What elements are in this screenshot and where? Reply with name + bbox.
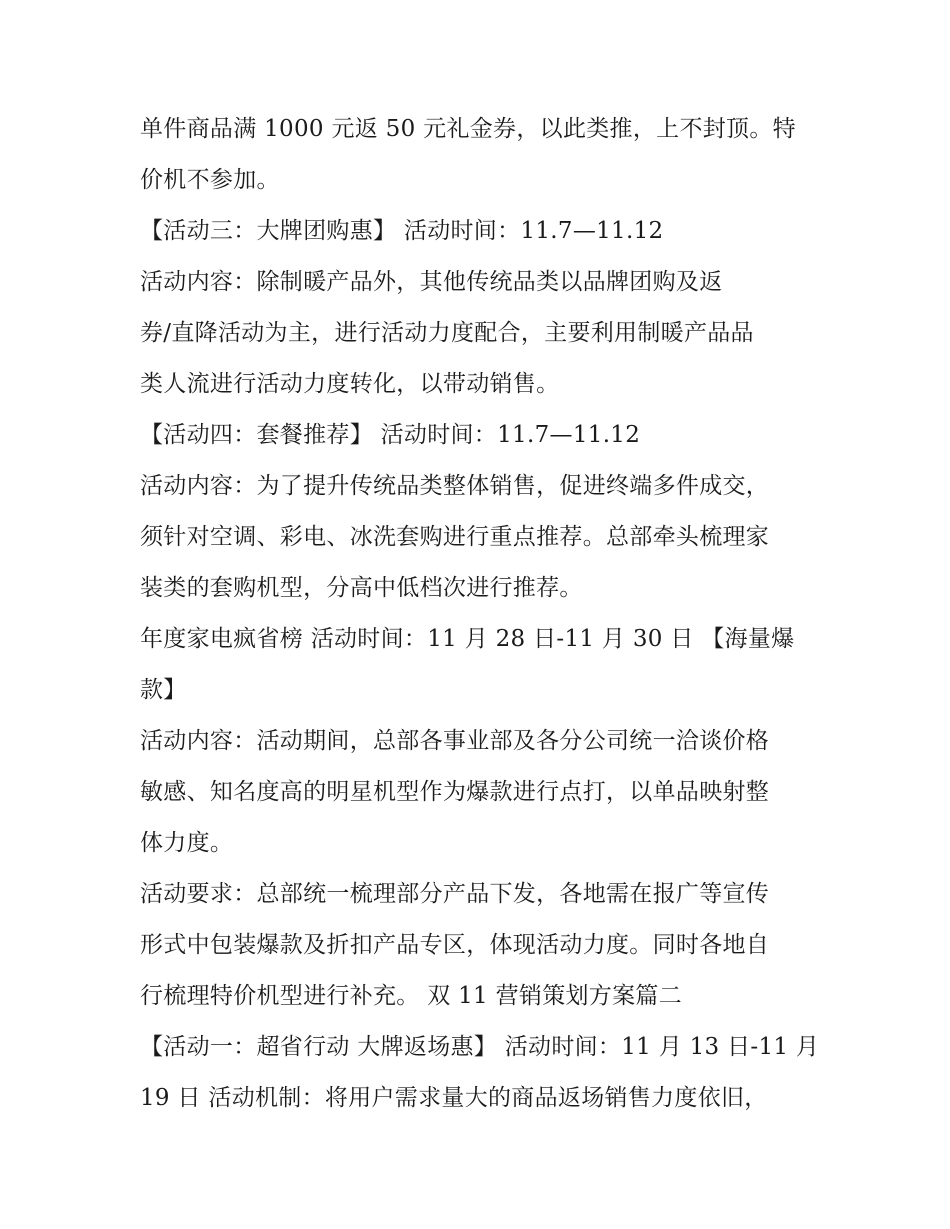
text-line: 单件商品满 1000 元返 50 元礼金券，以此类推，上不封顶。特 (140, 116, 796, 142)
text-line: 敏感、知名度高的明星机型作为爆款进行点打，以单品映射整 (140, 779, 770, 805)
text-line: 19 日 活动机制：将用户需求量大的商品返场销售力度依旧， (140, 1085, 768, 1111)
text-line: 活动要求：总部统一梳理部分产品下发，各地需在报广等宣传 (140, 881, 770, 907)
text-line: 活动内容：除制暖产品外，其他传统品类以品牌团购及返 (140, 269, 723, 295)
text-line: 价机不参加。 (140, 167, 280, 193)
section-heading-activity-1: 【活动一：超省行动 大牌返场惠】 活动时间：11 月 13 日-11 月 (140, 1034, 820, 1060)
text-line: 体力度。 (140, 830, 234, 856)
text-line: 须针对空调、彩电、冰洗套购进行重点推荐。总部牵头梳理家 (140, 524, 770, 550)
text-line: 活动内容：活动期间，总部各事业部及各分公司统一洽谈价格 (140, 728, 770, 754)
text-line: 券/直降活动为主，进行活动力度配合，主要利用制暖产品品 (140, 320, 754, 346)
section-heading-activity-3: 【活动三：大牌团购惠】 活动时间：11.7—11.12 (140, 218, 664, 244)
text-line: 装类的套购机型，分高中低档次进行推荐。 (140, 575, 583, 601)
section-heading-activity-4: 【活动四：套餐推荐】 活动时间：11.7—11.12 (140, 422, 641, 448)
document-body (140, 104, 830, 1124)
text-line: 活动内容：为了提升传统品类整体销售，促进终端多件成交， (140, 473, 770, 499)
text-line: 类人流进行活动力度转化，以带动销售。 (140, 371, 560, 397)
text-line: 形式中包装爆款及折扣产品专区，体现活动力度。同时各地自 (140, 932, 770, 958)
text-line: 款】 (140, 677, 187, 703)
text-line: 行梳理特价机型进行补充。 双 11 营销策划方案篇二 (140, 983, 682, 1009)
section-heading-annual-sale: 年度家电疯省榜 活动时间：11 月 28 日-11 月 30 日 【海量爆 (140, 626, 795, 652)
